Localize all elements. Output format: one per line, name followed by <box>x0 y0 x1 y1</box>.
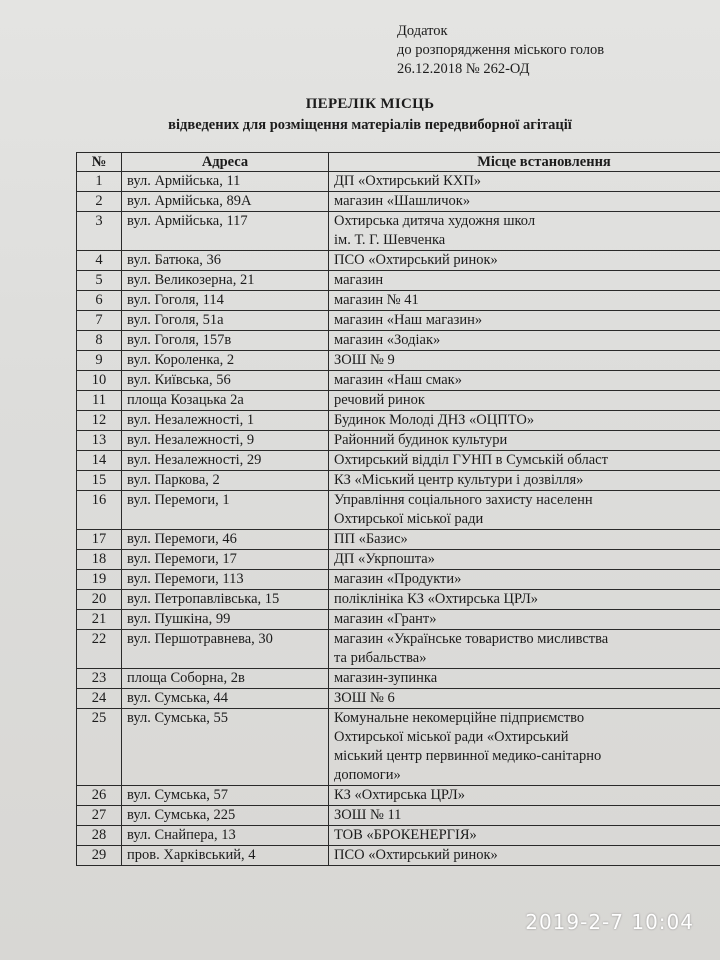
row-number: 10 <box>77 371 122 391</box>
table-body <box>77 172 720 866</box>
row-place <box>329 411 720 431</box>
row-address: вул. Незалежності, 9 <box>122 431 329 451</box>
table-row <box>77 411 720 431</box>
row-place <box>329 669 720 689</box>
row-place <box>329 630 720 669</box>
row-place <box>329 371 720 391</box>
row-place <box>329 610 720 630</box>
place-line: ПСО «Охтирський ринок» <box>334 847 498 863</box>
place-line: Районний будинок культури <box>334 432 508 448</box>
table-row <box>77 271 720 291</box>
table-row <box>77 172 720 192</box>
place-line: магазин «Шашличок» <box>334 193 471 209</box>
row-number: 12 <box>77 411 122 431</box>
row-place <box>329 786 720 806</box>
table-row <box>77 550 720 570</box>
place-line: Охтирської міської ради «Охтирський <box>334 729 569 745</box>
row-number: 24 <box>77 689 122 709</box>
row-number: 16 <box>77 491 122 530</box>
row-number: 27 <box>77 806 122 826</box>
row-place <box>329 806 720 826</box>
row-address: вул. Петропавлівська, 15 <box>122 590 329 610</box>
table-row <box>77 212 720 251</box>
place-line: Охтирської міської ради <box>334 511 484 527</box>
row-number: 1 <box>77 172 122 192</box>
row-address: вул. Гоголя, 157в <box>122 331 329 351</box>
table-row <box>77 610 720 630</box>
row-address: вул. Армійська, 89А <box>122 192 329 212</box>
row-address: вул. Перемоги, 46 <box>122 530 329 550</box>
row-place <box>329 570 720 590</box>
header-address: Адреса <box>122 153 329 172</box>
row-number: 20 <box>77 590 122 610</box>
row-number: 8 <box>77 331 122 351</box>
row-place <box>329 291 720 311</box>
row-address: вул. Перемоги, 1 <box>122 491 329 530</box>
locations-table <box>76 152 720 866</box>
row-place <box>329 709 720 786</box>
row-address: вул. Батюка, 36 <box>122 251 329 271</box>
table-row <box>77 391 720 411</box>
row-place <box>329 826 720 846</box>
row-place <box>329 530 720 550</box>
place-line: магазин «Зодіак» <box>334 332 441 348</box>
row-number: 4 <box>77 251 122 271</box>
row-place <box>329 471 720 491</box>
table-row <box>77 371 720 391</box>
row-place <box>329 391 720 411</box>
row-address: вул. Великозерна, 21 <box>122 271 329 291</box>
table-row <box>77 709 720 786</box>
row-place <box>329 192 720 212</box>
place-line: Управління соціального захисту населенн <box>334 492 593 508</box>
table-row <box>77 451 720 471</box>
table-row <box>77 291 720 311</box>
table-row <box>77 471 720 491</box>
row-address: вул. Паркова, 2 <box>122 471 329 491</box>
place-line: та рибальства» <box>334 650 427 666</box>
annex-line-2: до розпорядження міського голов <box>397 42 605 58</box>
row-place <box>329 351 720 371</box>
annex-line-1: Додаток <box>397 23 448 39</box>
row-number: 15 <box>77 471 122 491</box>
header-place: Місце встановлення <box>329 153 720 172</box>
row-number: 6 <box>77 291 122 311</box>
row-place <box>329 311 720 331</box>
row-address: вул. Київська, 56 <box>122 371 329 391</box>
row-number: 5 <box>77 271 122 291</box>
row-place <box>329 271 720 291</box>
place-line: магазин <box>334 272 384 288</box>
row-address: вул. Перемоги, 113 <box>122 570 329 590</box>
row-address: вул. Першотравнева, 30 <box>122 630 329 669</box>
table-row <box>77 311 720 331</box>
document-title: ПЕРЕЛІК МІСЦЬ <box>305 96 435 112</box>
place-line: ДП «Охтирський КХП» <box>334 173 482 189</box>
place-line: поліклініка КЗ «Охтирська ЦРЛ» <box>334 591 539 607</box>
row-place <box>329 451 720 471</box>
row-number: 11 <box>77 391 122 411</box>
place-line: магазин № 41 <box>334 292 419 308</box>
place-line: ТОВ «БРОКЕНЕРГІЯ» <box>334 827 477 843</box>
photo-timestamp: 2019-2-7 10:04 <box>525 910 694 934</box>
row-address: площа Козацька 2а <box>122 391 329 411</box>
row-number: 9 <box>77 351 122 371</box>
row-number: 21 <box>77 610 122 630</box>
row-address: площа Соборна, 2в <box>122 669 329 689</box>
row-number: 22 <box>77 630 122 669</box>
table-row <box>77 590 720 610</box>
place-line: магазин-зупинка <box>334 670 438 686</box>
row-number: 18 <box>77 550 122 570</box>
row-place <box>329 689 720 709</box>
row-address: вул. Сумська, 57 <box>122 786 329 806</box>
place-line: ЗОШ № 9 <box>334 352 395 368</box>
row-address: вул. Сумська, 225 <box>122 806 329 826</box>
table-row <box>77 806 720 826</box>
row-place <box>329 251 720 271</box>
place-line: Комунальне некомерційне підприємство <box>334 710 585 726</box>
place-line: КЗ «Охтирська ЦРЛ» <box>334 787 465 803</box>
row-place <box>329 590 720 610</box>
place-line: КЗ «Міський центр культури і дозвілля» <box>334 472 584 488</box>
row-number: 26 <box>77 786 122 806</box>
place-line: магазин «Українське товариство мисливства <box>334 631 609 647</box>
place-line: магазин «Грант» <box>334 611 437 627</box>
table-row <box>77 846 720 866</box>
table-row <box>77 786 720 806</box>
place-line: міський центр первинної медико-санітарно <box>334 748 602 764</box>
row-address: вул. Короленка, 2 <box>122 351 329 371</box>
row-address: вул. Сумська, 55 <box>122 709 329 786</box>
place-line: Охтирський відділ ГУНП в Сумській област <box>334 452 608 468</box>
row-number: 14 <box>77 451 122 471</box>
place-line: ПСО «Охтирський ринок» <box>334 252 498 268</box>
table-row <box>77 192 720 212</box>
place-line: речовий ринок <box>334 392 425 408</box>
row-place <box>329 212 720 251</box>
header-number: № <box>77 153 122 172</box>
table-row <box>77 351 720 371</box>
table-row <box>77 669 720 689</box>
row-address: вул. Гоголя, 114 <box>122 291 329 311</box>
table-row <box>77 570 720 590</box>
row-number: 29 <box>77 846 122 866</box>
row-place <box>329 431 720 451</box>
row-address: вул. Незалежності, 1 <box>122 411 329 431</box>
place-line: Будинок Молоді ДНЗ «ОЦПТО» <box>334 412 535 428</box>
place-line: ПП «Базис» <box>334 531 408 547</box>
row-number: 17 <box>77 530 122 550</box>
row-number: 13 <box>77 431 122 451</box>
table-row <box>77 331 720 351</box>
table-row <box>77 826 720 846</box>
row-place <box>329 331 720 351</box>
place-line: ім. Т. Г. Шевченка <box>334 232 446 248</box>
place-line: ДП «Укрпошта» <box>334 551 435 567</box>
row-place <box>329 172 720 192</box>
annex-line-3: 26.12.2018 № 262-ОД <box>397 61 530 77</box>
row-number: 23 <box>77 669 122 689</box>
row-address: вул. Армійська, 11 <box>122 172 329 192</box>
place-line: магазин «Наш магазин» <box>334 312 483 328</box>
place-line: Охтирська дитяча художня школ <box>334 213 536 229</box>
place-line: ЗОШ № 11 <box>334 807 402 823</box>
table-row <box>77 491 720 530</box>
place-line: магазин «Продукти» <box>334 571 462 587</box>
row-place <box>329 491 720 530</box>
row-address: пров. Харківський, 4 <box>122 846 329 866</box>
row-place <box>329 550 720 570</box>
row-number: 3 <box>77 212 122 251</box>
place-line: допомоги» <box>334 767 401 783</box>
row-address: вул. Пушкіна, 99 <box>122 610 329 630</box>
place-line: магазин «Наш смак» <box>334 372 462 388</box>
annex-header <box>397 22 604 79</box>
document-subtitle: відведених для розміщення матеріалів передвиборної агітації <box>168 117 572 133</box>
row-address: вул. Незалежності, 29 <box>122 451 329 471</box>
table-row <box>77 530 720 550</box>
table-row <box>77 689 720 709</box>
row-address: вул. Армійська, 117 <box>122 212 329 251</box>
row-address: вул. Перемоги, 17 <box>122 550 329 570</box>
table-header-row <box>77 153 720 172</box>
row-address: вул. Гоголя, 51а <box>122 311 329 331</box>
row-number: 7 <box>77 311 122 331</box>
row-place <box>329 846 720 866</box>
table-row <box>77 630 720 669</box>
place-line: ЗОШ № 6 <box>334 690 395 706</box>
row-address: вул. Сумська, 44 <box>122 689 329 709</box>
table-row <box>77 431 720 451</box>
table-row <box>77 251 720 271</box>
row-number: 25 <box>77 709 122 786</box>
row-number: 28 <box>77 826 122 846</box>
row-number: 19 <box>77 570 122 590</box>
row-address: вул. Снайпера, 13 <box>122 826 329 846</box>
row-number: 2 <box>77 192 122 212</box>
